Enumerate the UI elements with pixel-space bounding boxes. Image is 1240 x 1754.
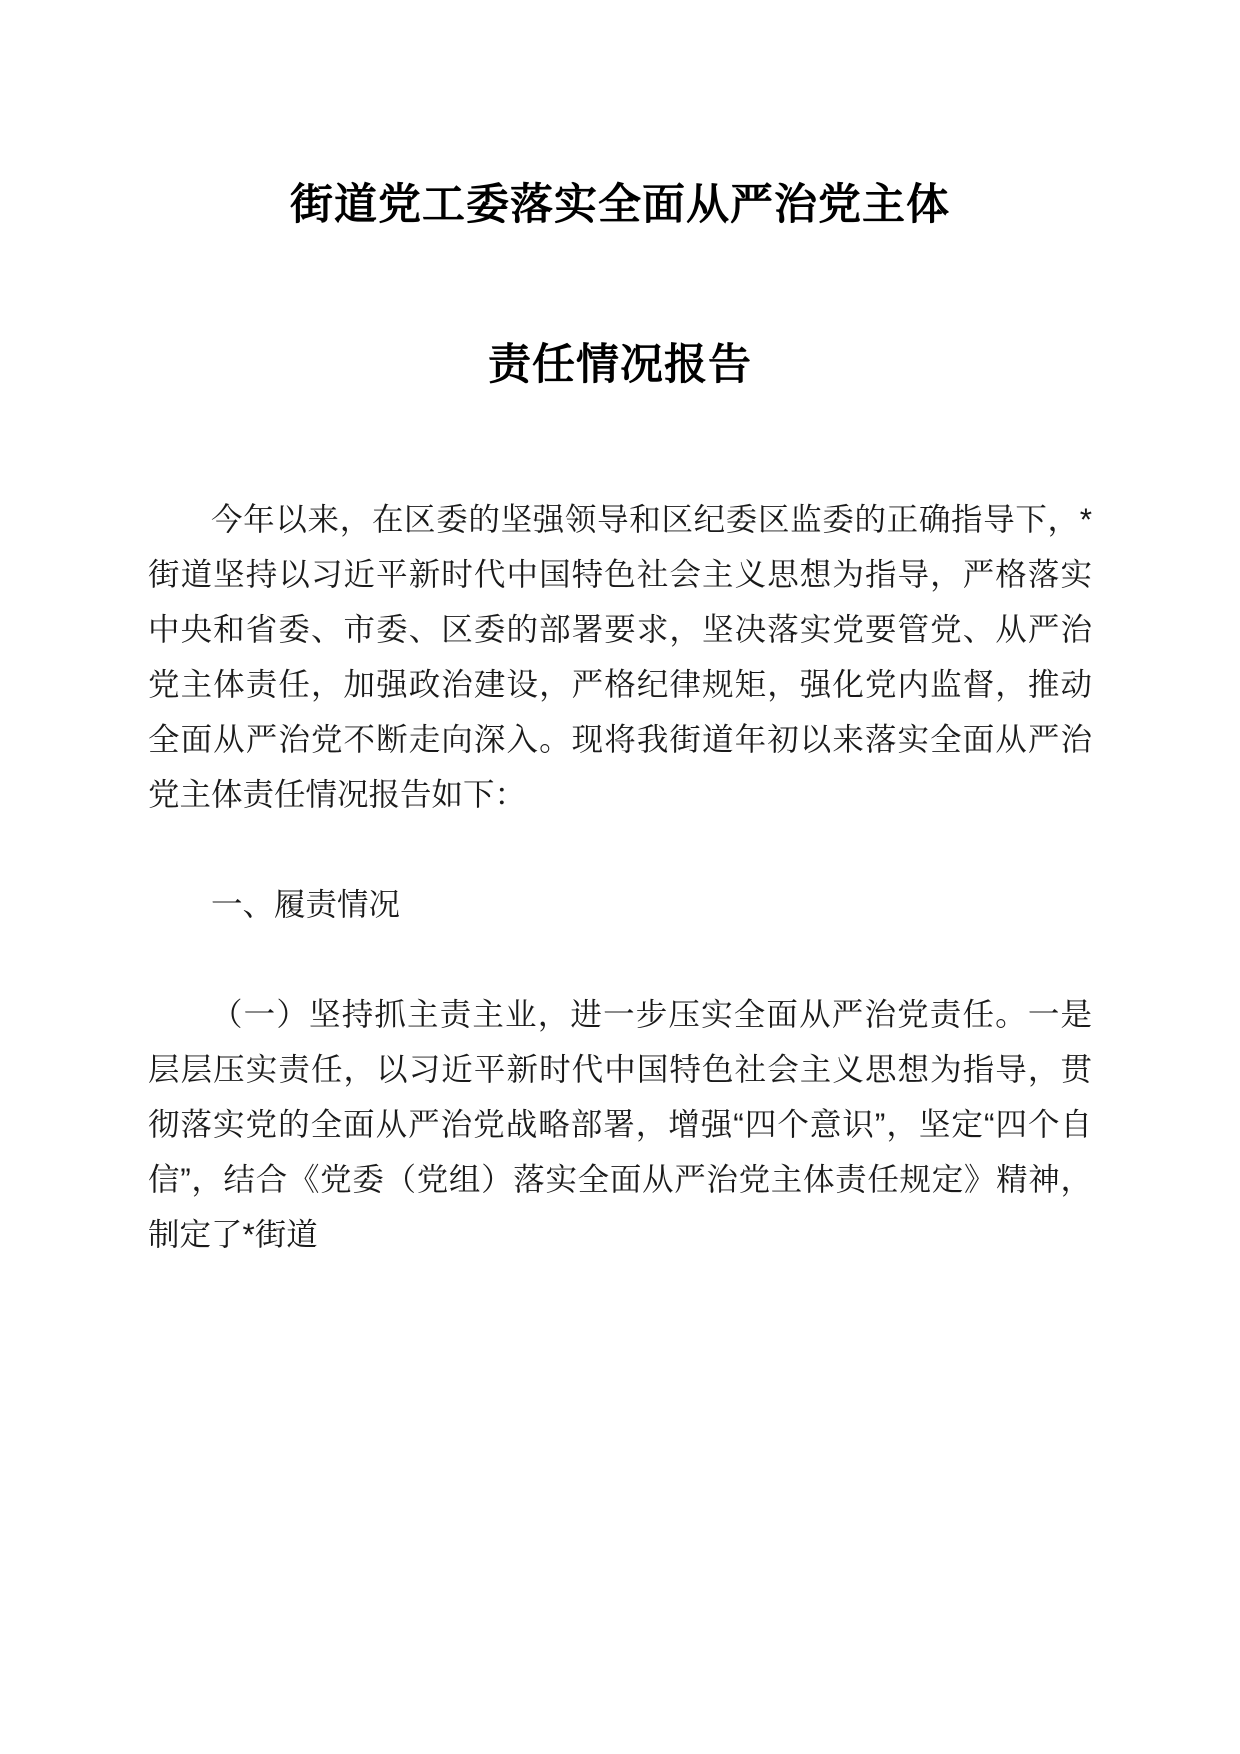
page-content <box>148 0 1092 1262</box>
section-heading-1: 一、履责情况 <box>211 885 401 922</box>
document-title-line-2: 责任情况报告 <box>488 340 752 389</box>
subsection-paragraph-1: （一）坚持抓主责主业，进一步压实全面从严治党责任。一是层层压实责任，以习近平新时代中国特色社会主义思想为指导，贯彻落实党的全面从严治党战略部署，增强“四个意识”，坚定“四个自信”，结合《党委（党组）落实全面从严治党主体责任规定》精神，制定了*街道 <box>148 995 1092 1252</box>
document-body <box>148 492 1092 1262</box>
document-title-line-1: 街道党工委落实全面从严治党主体 <box>290 181 950 229</box>
intro-paragraph: 今年以来，在区委的坚强领导和区纪委区监委的正确指导下，*街道坚持以习近平新时代中国特色社会主义思想为指导，严格落实中央和省委、市委、区委的部署要求，坚决落实党要管党、从严治党主体责任，加强政治建设，严格纪律规矩，强化党内监督，推动全面从严治党不断走向深入。现将我街道年初以来落实全面从严治党主体责任情况报告如下： <box>148 500 1092 812</box>
